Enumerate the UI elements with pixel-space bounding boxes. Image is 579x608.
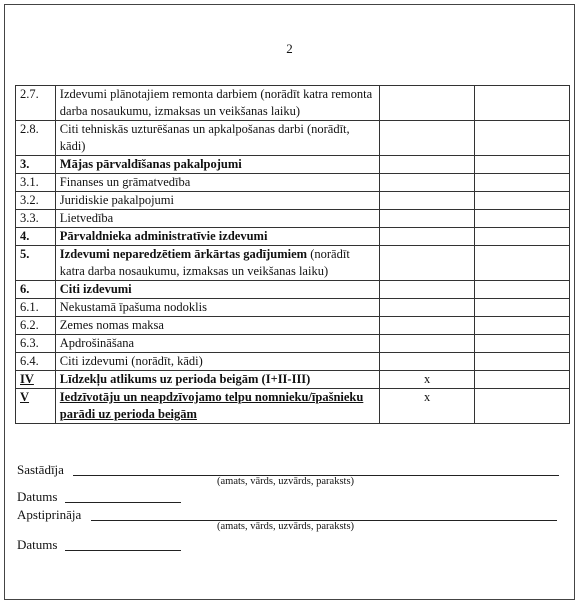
row-number: 6. — [16, 281, 56, 299]
value-cell[interactable] — [475, 317, 570, 335]
value-cell[interactable] — [475, 335, 570, 353]
value-cell[interactable] — [475, 156, 570, 174]
section-heading: Pārvaldnieka administratīvie izdevumi — [55, 228, 379, 246]
value-cell[interactable] — [380, 121, 475, 156]
value-cell: x — [380, 371, 475, 389]
section-heading: Izdevumi neparedzētiem ārkārtas gadījumiem — [59, 247, 308, 261]
value-cell[interactable] — [380, 156, 475, 174]
row-label: Citi tehniskās uzturēšanas un apkalpošanas darbi (norādīt, kādi) — [55, 121, 379, 156]
table-row — [16, 353, 570, 371]
row-label: Zemes nomas maksa — [55, 317, 379, 335]
row-label: Lietvedība — [55, 210, 379, 228]
row-label: Apdrošināšana — [55, 335, 379, 353]
row-number: 5. — [16, 246, 56, 281]
table-row — [16, 246, 570, 281]
value-cell[interactable] — [475, 246, 570, 281]
value-cell[interactable] — [475, 174, 570, 192]
prepared-by-caption: (amats, vārds, uzvārds, paraksts) — [217, 476, 355, 487]
row-number: 2.8. — [16, 121, 56, 156]
value-cell[interactable] — [380, 353, 475, 371]
value-cell[interactable] — [475, 121, 570, 156]
row-number: 3.3. — [16, 210, 56, 228]
prepared-by-label: Sastādīja — [17, 462, 64, 477]
date-signature-line[interactable] — [65, 550, 181, 551]
row-number: 2.7. — [16, 86, 56, 121]
value-cell[interactable] — [380, 299, 475, 317]
value-cell: x — [380, 389, 475, 424]
approved-by-caption: (amats, vārds, uzvārds, paraksts) — [217, 521, 355, 532]
row-number: 3.2. — [16, 192, 56, 210]
table-row — [16, 192, 570, 210]
section-heading: Citi izdevumi — [55, 281, 379, 299]
section-heading: Mājas pārvaldīšanas pakalpojumi — [55, 156, 379, 174]
table-row — [16, 371, 570, 389]
row-label: Izdevumi plānotajiem remonta darbiem (norādīt katra remonta darba nosaukumu, izmaksas un veikšanas laiku) — [55, 86, 379, 121]
table-row — [16, 174, 570, 192]
value-cell[interactable] — [380, 246, 475, 281]
row-number: 4. — [16, 228, 56, 246]
table-row — [16, 281, 570, 299]
row-number: 6.4. — [16, 353, 56, 371]
table-row — [16, 389, 570, 424]
date-label: Datums — [17, 489, 58, 504]
row-label: Finanses un grāmatvedība — [55, 174, 379, 192]
document-page — [4, 4, 575, 600]
value-cell[interactable] — [475, 281, 570, 299]
row-label-note: (norādīt katra darba nosaukumu, izmaksas un veikšanas laiku) — [59, 247, 350, 278]
page-number: 2 — [286, 41, 293, 56]
value-cell[interactable] — [475, 192, 570, 210]
value-cell[interactable] — [475, 299, 570, 317]
table-row — [16, 86, 570, 121]
value-cell[interactable] — [475, 228, 570, 246]
value-cell[interactable] — [475, 353, 570, 371]
approved-by-label: Apstiprināja — [17, 507, 82, 522]
row-label: Juridiskie pakalpojumi — [55, 192, 379, 210]
value-cell[interactable] — [380, 86, 475, 121]
table-row — [16, 210, 570, 228]
value-cell[interactable] — [380, 192, 475, 210]
table-row — [16, 299, 570, 317]
section-heading: Līdzekļu atlikums uz perioda beigām (I+II-III) — [55, 371, 379, 389]
value-cell[interactable] — [380, 228, 475, 246]
section-heading: Iedzīvotāju un neapdzīvojamo telpu nomnieku/īpašnieku parādi uz perioda beigām — [55, 389, 379, 424]
row-number: 6.1. — [16, 299, 56, 317]
value-cell[interactable] — [380, 281, 475, 299]
row-number: 3. — [16, 156, 56, 174]
expenses-table — [15, 85, 570, 424]
row-number: V — [16, 389, 56, 424]
value-cell[interactable] — [380, 317, 475, 335]
table-row — [16, 335, 570, 353]
table-row — [16, 156, 570, 174]
value-cell[interactable] — [475, 389, 570, 424]
row-label: Nekustamā īpašuma nodoklis — [55, 299, 379, 317]
value-cell[interactable] — [475, 371, 570, 389]
row-number: 3.1. — [16, 174, 56, 192]
table-row — [16, 317, 570, 335]
date-signature-line[interactable] — [65, 502, 181, 503]
row-label: Citi izdevumi (norādīt, kādi) — [55, 353, 379, 371]
row-number: IV — [16, 371, 56, 389]
row-number: 6.3. — [16, 335, 56, 353]
table-row — [16, 228, 570, 246]
table-row — [16, 121, 570, 156]
value-cell[interactable] — [380, 174, 475, 192]
row-number: 6.2. — [16, 317, 56, 335]
value-cell[interactable] — [475, 210, 570, 228]
date-label: Datums — [17, 537, 58, 552]
value-cell[interactable] — [475, 86, 570, 121]
row-label — [55, 246, 379, 281]
value-cell[interactable] — [380, 335, 475, 353]
value-cell[interactable] — [380, 210, 475, 228]
